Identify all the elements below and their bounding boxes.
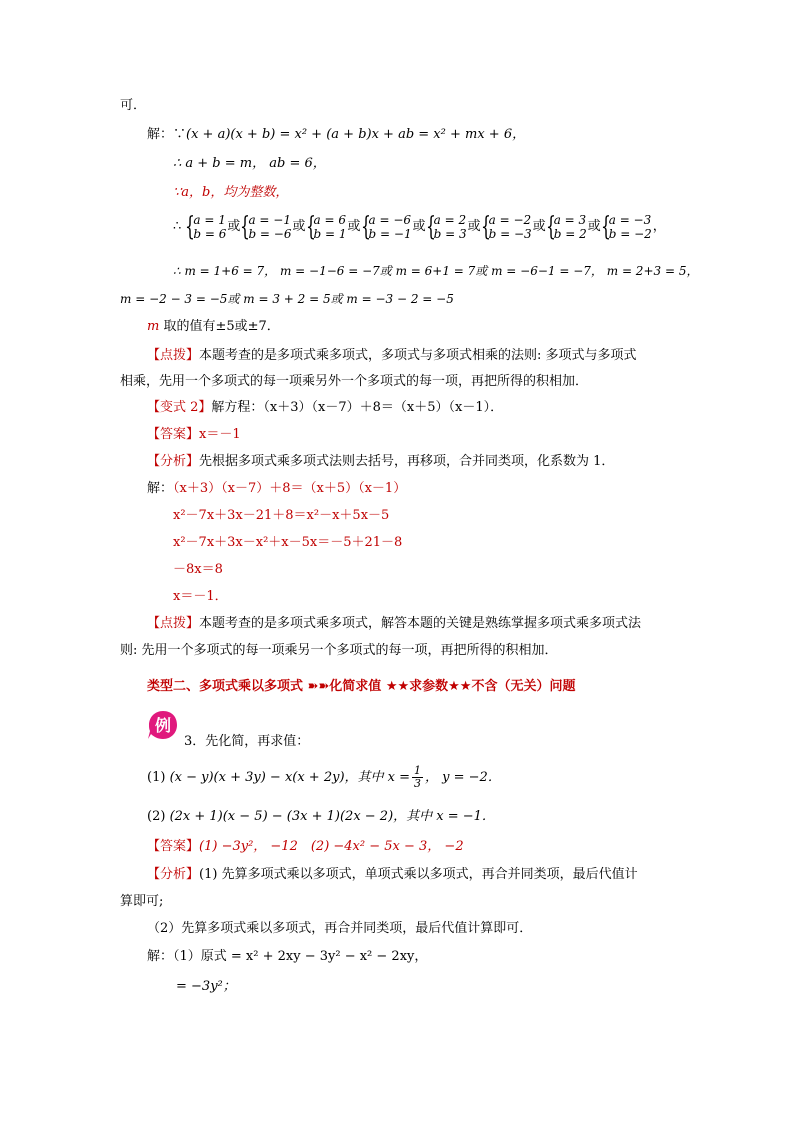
section-heading: 类型二、多项式乘以多项式 ➽➽化简求值 ★★求参数★★不含（无关）问题 — [147, 679, 576, 694]
hint-text: 本题考查的是多项式乘多项式，解答本题的关键是熟练掌握多项式乘多项式法 — [199, 616, 642, 631]
or-word: 或 — [532, 219, 546, 234]
analysis-tag: 【分析】 — [147, 454, 200, 469]
analysis-line — [147, 866, 638, 884]
analysis-line — [147, 453, 614, 471]
example-badge-icon — [147, 709, 179, 741]
solution-line — [147, 480, 406, 498]
variant-tag: 【变式 2】 — [147, 400, 212, 415]
or-word: 或 — [292, 219, 306, 234]
math-line: x²－7x＋3x－x²＋x－5x＝－5＋21－8 — [173, 535, 403, 550]
equation-system: { a = −2 b = −3 — [480, 211, 532, 242]
analysis-tag: 【分析】 — [147, 867, 200, 882]
math-line: m = −2 − 3 = −5或 m = 3 + 2 = 5或 m = −3 − 2 = −5 — [120, 292, 454, 306]
text-line: 可． — [120, 98, 147, 113]
part-number: (2) — [147, 809, 166, 824]
text-line: （2）先算多项式乘以多项式，再合并同类项，最后代值计算即可． — [147, 921, 533, 936]
or-word: 或 — [227, 219, 241, 234]
question-part-line — [147, 808, 495, 826]
hint-tag: 【点拨】 — [147, 348, 200, 363]
variant-text: 解方程：（x＋3）（x－7）＋8＝（x＋5）（x－1）． — [211, 400, 504, 415]
equation-system: { a = 6 b = 1 — [305, 211, 347, 242]
answer-tag: 【答案】 — [147, 427, 200, 442]
question-line: 3．先化简，再求值： — [184, 734, 310, 749]
therefore-symbol: ∴ — [173, 219, 182, 234]
solution-line — [147, 126, 525, 144]
math-expression: (x − y)(x + 3y) − x(x + 2y)，其中 x = — [169, 770, 411, 785]
equation-system: { a = −6 b = −1 — [360, 211, 412, 242]
variable-m: m — [147, 319, 160, 334]
hint-line — [147, 347, 637, 365]
hint-tag: 【点拨】 — [147, 616, 200, 631]
or-word: 或 — [467, 219, 481, 234]
analysis-text: 先根据多项式乘多项式法则去括号，再移项，合并同类项，化系数为 1． — [199, 454, 615, 469]
answer-tag: 【答案】 — [147, 839, 200, 854]
badge-label: 例 — [154, 716, 172, 735]
hint-line: 则: 先用一个多项式的每一项乘另一个多项式的每一项，再把所得的积相加． — [120, 643, 558, 658]
answer-line — [147, 426, 241, 444]
equation-system: { a = 2 b = 3 — [425, 211, 467, 242]
solution-label: 解： — [147, 481, 174, 496]
math-line: －8x＝8 — [173, 562, 223, 577]
math-line: ∴ m = 1+6 = 7， m = −1−6 = −7或 m = 6+1 = 7或 m = −6−1 = −7， m = 2+3 = 5， — [173, 264, 699, 278]
equation-system: { a = −3 b = −2 — [600, 211, 652, 242]
math-note: ∵a，b，均为整数， — [173, 185, 289, 200]
fraction: $\frac{1}{3}$ — [414, 764, 422, 790]
equation-system: { a = 1 b = 6 — [185, 211, 227, 242]
math-line: x²－7x＋3x－21＋8＝x²－x＋5x－5 — [173, 508, 390, 523]
math-expression: (x + a)(x + b) = x² + (a + b)x + ab = x² + mx + 6， — [186, 127, 526, 142]
variant-line — [147, 399, 503, 417]
equation-system: { a = −1 b = −6 — [240, 211, 292, 242]
math-expression: (2x + 1)(x − 5) − (3x + 1)(2x − 2)，其中 x = −1． — [169, 809, 495, 824]
math-expression: （x＋3）（x－7）＋8＝（x＋5）（x－1） — [173, 481, 407, 496]
hint-line — [147, 615, 641, 633]
text-line: 算即可; — [120, 894, 164, 909]
hint-text: 本题考查的是多项式乘多项式，多项式与多项式相乘的法则: 多项式与多项式 — [199, 348, 637, 363]
or-word: 或 — [412, 219, 426, 234]
equation-systems-line — [173, 212, 666, 242]
answer-line — [147, 838, 464, 856]
text-line — [147, 318, 280, 336]
question-part-line — [147, 765, 501, 791]
math-line: ∴ a + b = m， ab = 6， — [173, 156, 326, 171]
comma: ， — [652, 219, 666, 234]
answer-text: x＝－1 — [199, 427, 241, 442]
part-number: (1) — [147, 770, 166, 785]
equation-system: { a = 3 b = 2 — [545, 211, 587, 242]
math-line: = −3y²； — [176, 979, 236, 994]
or-word: 或 — [587, 219, 601, 234]
text-span: 取的值有±5或±7． — [159, 319, 280, 334]
math-expression: ， y = −2． — [425, 770, 501, 785]
hint-line: 相乘，先用一个多项式的每一项乘另外一个多项式的每一项，再把所得的积相加． — [120, 374, 589, 389]
solution-line: 解：（1）原式 = x² + 2xy − 3y² − x² − 2xy， — [147, 949, 428, 964]
answer-text: (1) −3y²， −12 (2) −4x² − 5x − 3， −2 — [199, 839, 464, 854]
math-line: x＝－1． — [173, 589, 228, 604]
text-line — [173, 184, 288, 202]
or-word: 或 — [347, 219, 361, 234]
solution-label: 解：∵ — [147, 127, 187, 142]
analysis-text: (1) 先算多项式乘以多项式，单项式乘以多项式，再合并同类项，最后代值计 — [199, 867, 638, 882]
